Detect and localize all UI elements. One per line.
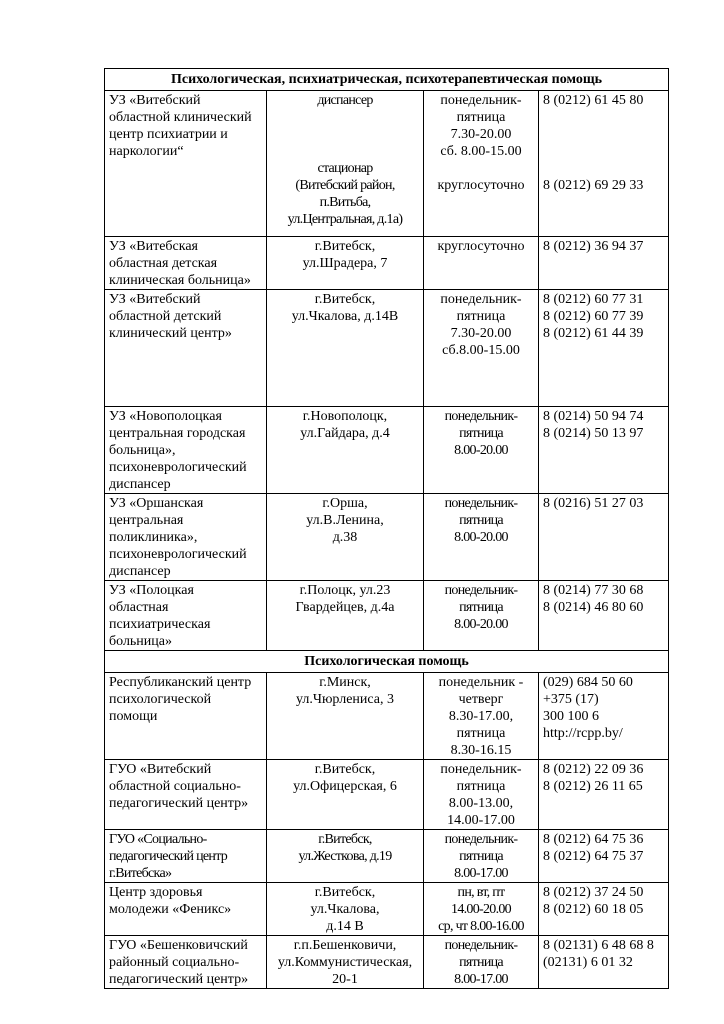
cell-line: понедельник- — [444, 409, 518, 424]
cell-line — [271, 109, 419, 126]
cell-line: психоневрологический — [109, 460, 247, 475]
cell-line: пятница — [456, 726, 506, 741]
cell-line: ул.Чюрлениса, 3 — [295, 692, 395, 707]
cell-line: психиатрическая — [109, 617, 211, 632]
hours-cell — [424, 936, 539, 989]
cell-line: ул.Чкалова, — [310, 902, 380, 917]
cell-line: 8.00-20.00 — [454, 443, 508, 458]
phones-cell — [539, 830, 669, 883]
cell-line: 8 (02131) 6 48 68 8 — [543, 938, 654, 953]
section-title: Психологическая, психиатрическая, психотерапевтическая помощь — [105, 69, 669, 91]
cell-line: (02131) 6 01 32 — [543, 955, 633, 970]
hours-cell — [424, 237, 539, 290]
cell-line — [271, 143, 419, 160]
cell-line: УЗ «Витебская — [109, 239, 198, 254]
cell-line: больница», — [109, 443, 176, 458]
table-row — [105, 883, 669, 936]
cell-line: 7.30-20.00 — [450, 326, 512, 341]
cell-line: ул.Чкалова, д.14В — [291, 309, 399, 324]
cell-line: районный социально- — [109, 955, 240, 970]
cell-line: г.Орша, — [322, 496, 368, 511]
cell-line: г.Полоцк, ул.23 — [299, 583, 391, 598]
cell-line: пятница — [456, 110, 506, 125]
org-name-cell — [105, 237, 267, 290]
org-name-cell — [105, 91, 267, 237]
cell-line: 8 (0212) 61 45 80 — [543, 93, 644, 108]
cell-line: психологической — [109, 692, 212, 707]
cell-line: понедельник- — [444, 583, 518, 598]
address-cell — [267, 91, 424, 237]
cell-line: г.п.Бешенковичи, — [293, 938, 397, 953]
hours-cell — [424, 407, 539, 494]
table-row — [105, 673, 669, 760]
cell-line: педагогический центр» — [109, 972, 249, 987]
cell-line: 8.00-17.00 — [454, 866, 508, 881]
cell-line: пн, вт, пт — [457, 885, 505, 900]
table-row — [105, 91, 669, 237]
cell-line: педагогический центр» — [109, 796, 249, 811]
cell-line: клинический центр» — [109, 326, 232, 341]
hours-cell — [424, 673, 539, 760]
services-table-body — [105, 69, 669, 989]
cell-line: ул.Офицерская, 6 — [293, 779, 397, 794]
cell-line: 8.00-13.00, — [448, 796, 514, 811]
cell-line: ср, чт 8.00-16.00 — [438, 919, 524, 934]
phones-cell — [539, 237, 669, 290]
phones-cell — [539, 760, 669, 830]
cell-line: +375 (17) — [543, 692, 599, 707]
cell-line: 8 (0212) 64 75 37 — [543, 849, 644, 864]
cell-line: 8 (0212) 61 44 39 — [543, 326, 644, 341]
cell-line: 14.00-17.00 — [447, 813, 515, 828]
address-cell — [267, 494, 424, 581]
cell-line: Республиканский центр — [109, 675, 252, 690]
cell-line: областная — [109, 600, 169, 615]
cell-line: сб. 8.00-15.00 — [440, 144, 522, 159]
cell-line: стационар — [317, 161, 373, 176]
cell-line: диспансер — [109, 564, 171, 579]
phones-cell — [539, 936, 669, 989]
section-header-row — [105, 651, 669, 673]
cell-line: 8 (0212) 26 11 65 — [543, 779, 643, 794]
cell-line: диспансер — [109, 477, 171, 492]
org-name-cell — [105, 883, 267, 936]
hours-cell — [424, 760, 539, 830]
cell-line: ул.Гайдара, д.4 — [300, 426, 390, 441]
org-name-cell — [105, 673, 267, 760]
cell-line: ул.Жесткова, д.19 — [298, 849, 392, 864]
table-row — [105, 830, 669, 883]
address-cell — [267, 673, 424, 760]
address-cell — [267, 830, 424, 883]
cell-line: четверг — [458, 692, 504, 707]
cell-line: 8 (0212) 37 24 50 — [543, 885, 644, 900]
address-cell — [267, 760, 424, 830]
cell-line: понедельник- — [440, 292, 522, 307]
cell-line: понедельник- — [440, 762, 522, 777]
cell-line: ГУО «Социально- — [109, 832, 207, 847]
cell-line: круглосуточно — [437, 239, 525, 254]
phones-cell — [539, 883, 669, 936]
cell-line: областная детская — [109, 256, 218, 271]
cell-line: г.Витебск, — [314, 239, 376, 254]
cell-line: http://rcpp.by/ — [543, 726, 623, 741]
hours-cell — [424, 883, 539, 936]
cell-line: 7.30-20.00 — [450, 127, 512, 142]
org-name-cell — [105, 290, 267, 407]
cell-line: ГУО «Бешенковичский — [109, 938, 248, 953]
cell-line: педагогический центр — [109, 849, 228, 864]
phones-cell — [539, 407, 669, 494]
cell-line: г.Витебск, — [314, 762, 376, 777]
cell-line: 20-1 — [332, 972, 358, 987]
cell-line: 8.30-16.15 — [450, 743, 512, 758]
phones-cell — [539, 494, 669, 581]
cell-line: д.14 В — [326, 919, 364, 934]
cell-line: д.38 — [332, 530, 358, 545]
cell-line: Центр здоровья — [109, 885, 203, 900]
cell-line: понедельник- — [440, 93, 522, 108]
cell-line: 8.00-20.00 — [454, 617, 508, 632]
cell-line: сб.8.00-15.00 — [442, 343, 520, 358]
cell-line — [543, 109, 664, 126]
cell-line: ул.Центральная, д.1а) — [287, 212, 403, 227]
cell-line: пятница — [459, 600, 503, 615]
org-name-cell — [105, 936, 267, 989]
cell-line: круглосуточно — [437, 178, 525, 193]
cell-line: 8.00-20.00 — [454, 530, 508, 545]
cell-line: пятница — [456, 309, 506, 324]
cell-line: психоневрологический — [109, 547, 247, 562]
cell-line: 8.30-17.00, — [448, 709, 514, 724]
table-row — [105, 581, 669, 651]
cell-line: УЗ «Витебский — [109, 93, 201, 108]
cell-line: понедельник- — [444, 832, 518, 847]
cell-line: пятница — [459, 955, 503, 970]
table-row — [105, 407, 669, 494]
cell-line: диспансер — [317, 93, 373, 108]
table-row — [105, 494, 669, 581]
org-name-cell — [105, 494, 267, 581]
cell-line: 8 (0216) 51 27 03 — [543, 496, 644, 511]
cell-line: 8 (0212) 22 09 36 — [543, 762, 644, 777]
cell-line: ул.В.Ленина, — [306, 513, 384, 528]
cell-line: пятница — [459, 849, 503, 864]
cell-line: г.Витебск, — [318, 832, 372, 847]
cell-line: Гвардейцев, д.4а — [295, 600, 395, 615]
cell-line: ГУО «Витебский — [109, 762, 212, 777]
org-name-cell — [105, 760, 267, 830]
cell-line: пятница — [459, 426, 503, 441]
cell-line: ул.Шрадера, 7 — [302, 256, 388, 271]
table-row — [105, 237, 669, 290]
phones-cell — [539, 581, 669, 651]
cell-line: больница» — [109, 634, 172, 649]
services-table — [104, 68, 669, 989]
cell-line: 14.00-20.00 — [451, 902, 511, 917]
cell-line: УЗ «Витебский — [109, 292, 201, 307]
cell-line: 8 (0212) 69 29 33 — [543, 178, 644, 193]
cell-line: центр психиатрии и — [109, 127, 228, 142]
cell-line: областной клинический — [109, 110, 252, 125]
cell-line: областной социально- — [109, 779, 241, 794]
cell-line: понедельник- — [444, 938, 518, 953]
cell-line — [543, 143, 664, 160]
cell-line: понедельник- — [444, 496, 518, 511]
cell-line: г.Витебска» — [109, 866, 172, 881]
cell-line: пятница — [459, 513, 503, 528]
cell-line: центральная — [109, 513, 184, 528]
cell-line: ул.Коммунистическая, — [277, 955, 413, 970]
cell-line: центральная городская — [109, 426, 246, 441]
cell-line: УЗ «Оршанская — [109, 496, 204, 511]
org-name-cell — [105, 830, 267, 883]
hours-cell — [424, 290, 539, 407]
section-header-row — [105, 69, 669, 91]
cell-line: 8 (0212) 60 77 31 — [543, 292, 644, 307]
table-row — [105, 760, 669, 830]
table-row — [105, 290, 669, 407]
table-row — [105, 936, 669, 989]
cell-line: г.Новополоцк, — [302, 409, 388, 424]
cell-line: п.Витьба, — [319, 195, 371, 210]
address-cell — [267, 883, 424, 936]
cell-line: 8.00-17.00 — [454, 972, 508, 987]
cell-line — [271, 126, 419, 143]
cell-line — [543, 126, 664, 143]
cell-line: 300 100 6 — [543, 709, 599, 724]
cell-line — [543, 160, 664, 177]
cell-line: областной детский — [109, 309, 222, 324]
cell-line: г.Витебск, — [314, 292, 376, 307]
cell-line: (Витебский район, — [295, 178, 395, 193]
cell-line: г.Минск, — [319, 675, 371, 690]
hours-cell — [424, 494, 539, 581]
cell-line: наркологии“ — [109, 144, 184, 159]
cell-line: помощи — [109, 709, 158, 724]
cell-line: клиническая больница» — [109, 273, 251, 288]
cell-line: поликлиника», — [109, 530, 198, 545]
cell-line: 8 (0212) 60 18 05 — [543, 902, 644, 917]
cell-line: 8 (0214) 77 30 68 — [543, 583, 644, 598]
cell-line: (029) 684 50 60 — [543, 675, 633, 690]
hours-cell — [424, 830, 539, 883]
cell-line: г.Витебск, — [314, 885, 376, 900]
cell-line: 8 (0214) 46 80 60 — [543, 600, 644, 615]
org-name-cell — [105, 407, 267, 494]
phones-cell — [539, 91, 669, 237]
cell-line: 8 (0214) 50 94 74 — [543, 409, 644, 424]
address-cell — [267, 581, 424, 651]
hours-cell — [424, 91, 539, 237]
cell-line: понедельник - — [438, 675, 524, 690]
address-cell — [267, 290, 424, 407]
address-cell — [267, 237, 424, 290]
cell-line: 8 (0212) 64 75 36 — [543, 832, 644, 847]
org-name-cell — [105, 581, 267, 651]
cell-line: молодежи «Феникс» — [109, 902, 232, 917]
cell-line: 8 (0212) 60 77 39 — [543, 309, 644, 324]
cell-line: УЗ «Новополоцкая — [109, 409, 222, 424]
phones-cell — [539, 673, 669, 760]
cell-line — [428, 160, 534, 177]
phones-cell — [539, 290, 669, 407]
address-cell — [267, 936, 424, 989]
hours-cell — [424, 581, 539, 651]
cell-line: УЗ «Полоцкая — [109, 583, 194, 598]
section-title: Психологическая помощь — [105, 651, 669, 673]
cell-line: 8 (0214) 50 13 97 — [543, 426, 644, 441]
address-cell — [267, 407, 424, 494]
cell-line: 8 (0212) 36 94 37 — [543, 239, 644, 254]
cell-line: пятница — [456, 779, 506, 794]
